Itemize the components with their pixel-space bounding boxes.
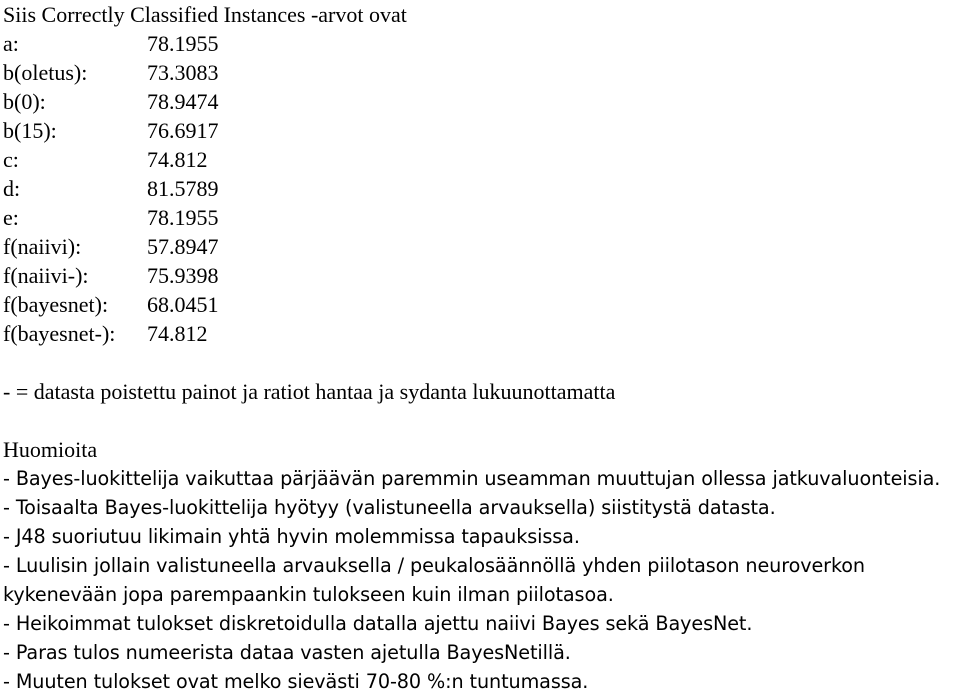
note-line: - Bayes-luokittelija vaikuttaa pärjäävän paremmin useamman muuttujan ollessa jatkuvaluonteisia. (3, 467, 941, 490)
result-value: 74.812 (147, 321, 208, 346)
result-row (3, 87, 957, 116)
result-value: 73.3083 (147, 60, 219, 85)
note-line: - Muuten tulokset ovat melko sievästi 70-80 %:n tuntumassa. (3, 670, 589, 693)
result-label: f(bayesnet): (3, 292, 109, 317)
note-line: - J48 suoriutuu likimain yhtä hyvin molemmissa tapauksissa. (3, 525, 580, 548)
result-value: 68.0451 (147, 292, 219, 317)
result-row (3, 116, 957, 145)
result-label: b(15): (3, 118, 57, 143)
result-label: f(bayesnet-): (3, 321, 116, 346)
footnote: - = datasta poistettu painot ja ratiot hantaa ja sydanta lukuunottamatta (3, 379, 616, 404)
result-label: f(naiivi): (3, 234, 82, 259)
note-line: - Toisaalta Bayes-luokittelija hyötyy (valistuneella arvauksella) siistitystä datasta. (3, 496, 776, 519)
result-label: e: (3, 205, 19, 230)
spacer (3, 406, 957, 435)
result-row (3, 174, 957, 203)
result-value: 74.812 (147, 147, 208, 172)
result-value: 81.5789 (147, 176, 219, 201)
notes-heading: Huomioita (3, 437, 98, 462)
result-row (3, 29, 957, 58)
notes-list (3, 464, 957, 696)
result-label: b(oletus): (3, 60, 88, 85)
result-label: a: (3, 31, 19, 56)
result-value: 78.1955 (147, 205, 219, 230)
note-line: - Paras tulos numeerista dataa vasten ajetulla BayesNetillä. (3, 641, 571, 664)
result-row (3, 145, 957, 174)
result-value: 78.9474 (147, 89, 219, 114)
result-value: 78.1955 (147, 31, 219, 56)
result-row (3, 232, 957, 261)
result-row (3, 203, 957, 232)
spacer (3, 348, 957, 377)
result-value: 57.8947 (147, 234, 219, 259)
result-value: 75.9398 (147, 263, 219, 288)
result-row (3, 319, 957, 348)
document (3, 0, 957, 696)
result-value: 76.6917 (147, 118, 219, 143)
result-label: f(naiivi-): (3, 263, 89, 288)
results-list (3, 29, 957, 348)
result-label: d: (3, 176, 21, 201)
result-row (3, 290, 957, 319)
note-line: - Luulisin jollain valistuneella arvauksella / peukalosäännöllä yhden piilotason neuroverkon (3, 554, 865, 577)
note-line: kykenevään jopa parempaankin tulokseen kuin ilman piilotasoa. (3, 583, 614, 606)
result-label: b(0): (3, 89, 46, 114)
document-title: Siis Correctly Classified Instances -arvot ovat (3, 2, 407, 27)
result-row (3, 261, 957, 290)
result-row (3, 58, 957, 87)
note-line: - Heikoimmat tulokset diskretoidulla datalla ajettu naiivi Bayes sekä BayesNet. (3, 612, 753, 635)
result-label: c: (3, 147, 19, 172)
